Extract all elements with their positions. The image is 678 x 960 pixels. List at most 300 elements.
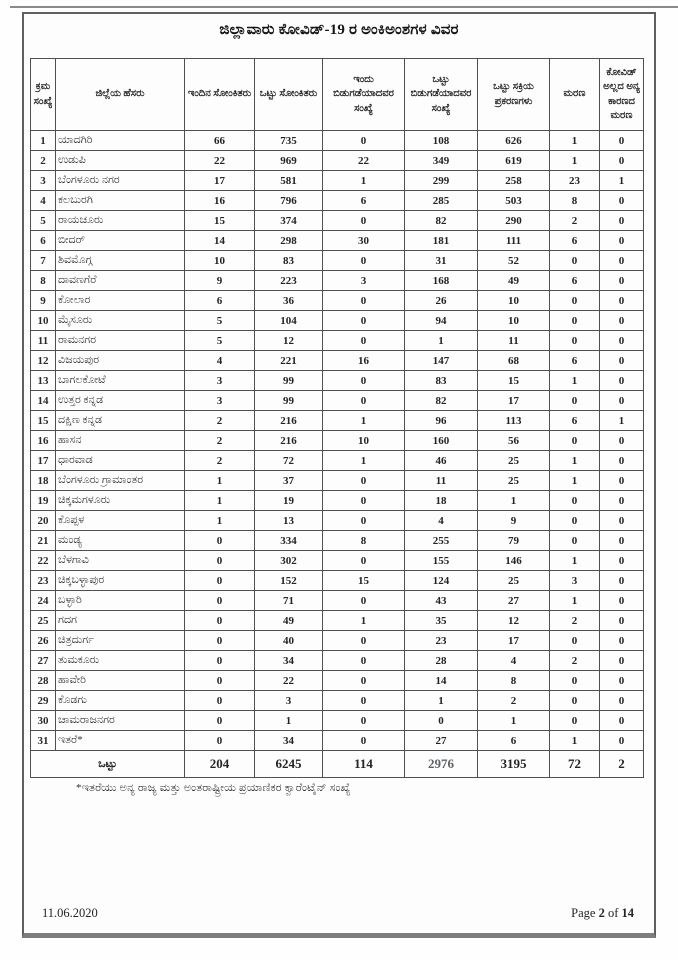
header-deaths: ಮರಣ — [550, 59, 600, 131]
covid-district-table — [30, 58, 644, 778]
deaths-cell: 6 — [550, 271, 600, 291]
discharged-today-cell: 10 — [323, 431, 405, 451]
active-cases-cell: 25 — [478, 571, 550, 591]
total-discharged-cell: 285 — [405, 191, 478, 211]
active-cases-cell: 10 — [478, 311, 550, 331]
table-row — [31, 131, 644, 151]
total-discharged-cell: 1 — [405, 691, 478, 711]
total-discharged-cell: 108 — [405, 131, 478, 151]
total-discharged-cell: 181 — [405, 231, 478, 251]
serial-cell: 20 — [31, 511, 56, 531]
total-discharged-cell: 2976 — [405, 751, 478, 778]
serial-cell: 17 — [31, 451, 56, 471]
serial-cell: 18 — [31, 471, 56, 491]
discharged-today-cell: 15 — [323, 571, 405, 591]
non-covid-deaths-cell: 0 — [600, 551, 644, 571]
non-covid-deaths-cell: 0 — [600, 271, 644, 291]
non-covid-deaths-cell: 0 — [600, 491, 644, 511]
page-frame — [22, 12, 656, 938]
district-name-cell: ರಾಮನಗರ — [56, 331, 185, 351]
active-cases-cell: 258 — [478, 171, 550, 191]
table-body — [31, 131, 644, 751]
total-non-covid-deaths-cell: 2 — [600, 751, 644, 778]
total-discharged-cell: 82 — [405, 211, 478, 231]
discharged-today-cell: 3 — [323, 271, 405, 291]
deaths-cell: 0 — [550, 691, 600, 711]
total-label-cell: ಒಟ್ಟು — [31, 751, 185, 778]
active-cases-cell: 25 — [478, 471, 550, 491]
header-total-discharged: ಒಟ್ಟು ಬಿಡುಗಡೆಯಾದವರ ಸಂಖ್ಯೆ — [405, 59, 478, 131]
discharged-today-cell: 0 — [323, 691, 405, 711]
todays-cases-cell: 0 — [185, 691, 255, 711]
total-discharged-cell: 27 — [405, 731, 478, 751]
district-name-cell: ದಕ್ಷಿಣ ಕನ್ನಡ — [56, 411, 185, 431]
total-cases-cell: 72 — [255, 451, 323, 471]
serial-cell: 9 — [31, 291, 56, 311]
page-number: 2 — [598, 906, 605, 920]
non-covid-deaths-cell: 1 — [600, 171, 644, 191]
discharged-today-cell: 0 — [323, 491, 405, 511]
todays-cases-cell: 1 — [185, 491, 255, 511]
header-non-covid-deaths: ಕೋವಿಡ್ ಅಲ್ಲದ ಅನ್ಯ ಕಾರಣದ ಮರಣ — [600, 59, 644, 131]
total-cases-cell: 581 — [255, 171, 323, 191]
district-name-cell: ಉತ್ತರ ಕನ್ನಡ — [56, 391, 185, 411]
non-covid-deaths-cell: 1 — [600, 411, 644, 431]
non-covid-deaths-cell: 0 — [600, 151, 644, 171]
total-discharged-cell: 155 — [405, 551, 478, 571]
discharged-today-cell: 0 — [323, 711, 405, 731]
discharged-today-cell: 0 — [323, 731, 405, 751]
discharged-today-cell: 0 — [323, 311, 405, 331]
serial-cell: 4 — [31, 191, 56, 211]
total-cases-cell: 22 — [255, 671, 323, 691]
serial-cell: 5 — [31, 211, 56, 231]
total-discharged-cell: 83 — [405, 371, 478, 391]
active-cases-cell: 626 — [478, 131, 550, 151]
total-cases-cell: 216 — [255, 431, 323, 451]
deaths-cell: 1 — [550, 591, 600, 611]
todays-cases-cell: 0 — [185, 531, 255, 551]
total-cases-cell: 152 — [255, 571, 323, 591]
paper-edge-line — [10, 6, 678, 8]
todays-cases-cell: 0 — [185, 671, 255, 691]
discharged-today-cell: 1 — [323, 411, 405, 431]
todays-cases-cell: 0 — [185, 571, 255, 591]
table-header-row — [31, 59, 644, 131]
non-covid-deaths-cell: 0 — [600, 231, 644, 251]
deaths-cell: 0 — [550, 671, 600, 691]
serial-cell: 23 — [31, 571, 56, 591]
district-name-cell: ಬೀದರ್ — [56, 231, 185, 251]
total-discharged-cell: 349 — [405, 151, 478, 171]
district-name-cell: ತುಮಕೂರು — [56, 651, 185, 671]
serial-cell: 13 — [31, 371, 56, 391]
non-covid-deaths-cell: 0 — [600, 191, 644, 211]
active-cases-cell: 1 — [478, 491, 550, 511]
total-discharged-cell: 43 — [405, 591, 478, 611]
table-row — [31, 471, 644, 491]
non-covid-deaths-cell: 0 — [600, 471, 644, 491]
non-covid-deaths-cell: 0 — [600, 251, 644, 271]
document-date: 11.06.2020 — [42, 906, 98, 920]
todays-cases-cell: 0 — [185, 631, 255, 651]
active-cases-cell: 619 — [478, 151, 550, 171]
total-discharged-cell: 31 — [405, 251, 478, 271]
total-discharged-cell: 14 — [405, 671, 478, 691]
total-cases-cell: 3 — [255, 691, 323, 711]
total-row — [31, 751, 644, 778]
todays-cases-cell: 0 — [185, 591, 255, 611]
page-title: ಜಿಲ್ಲಾವಾರು ಕೋವಿಡ್-19 ರ ಅಂಕಿಅಂಶಗಳ ವಿವರ — [219, 22, 459, 38]
serial-cell: 31 — [31, 731, 56, 751]
serial-cell: 12 — [31, 351, 56, 371]
total-cases-cell: 36 — [255, 291, 323, 311]
discharged-today-cell: 0 — [323, 471, 405, 491]
table-row — [31, 351, 644, 371]
serial-cell: 10 — [31, 311, 56, 331]
active-cases-cell: 503 — [478, 191, 550, 211]
todays-cases-cell: 2 — [185, 431, 255, 451]
deaths-cell: 0 — [550, 531, 600, 551]
total-discharged-cell: 11 — [405, 471, 478, 491]
district-name-cell: ಹಾವೇರಿ — [56, 671, 185, 691]
district-name-cell: ಬಾಗಲಕೋಟೆ — [56, 371, 185, 391]
serial-cell: 22 — [31, 551, 56, 571]
non-covid-deaths-cell: 0 — [600, 371, 644, 391]
discharged-today-cell: 1 — [323, 171, 405, 191]
serial-cell: 1 — [31, 131, 56, 151]
active-cases-cell: 27 — [478, 591, 550, 611]
total-discharged-cell: 23 — [405, 631, 478, 651]
deaths-cell: 1 — [550, 731, 600, 751]
district-name-cell: ಮೈಸೂರು — [56, 311, 185, 331]
non-covid-deaths-cell: 0 — [600, 611, 644, 631]
table-row — [31, 391, 644, 411]
total-cases-cell: 969 — [255, 151, 323, 171]
total-cases-cell: 19 — [255, 491, 323, 511]
non-covid-deaths-cell: 0 — [600, 291, 644, 311]
todays-cases-cell: 66 — [185, 131, 255, 151]
district-name-cell: ಯಾದಗಿರಿ — [56, 131, 185, 151]
total-cases-cell: 37 — [255, 471, 323, 491]
serial-cell: 28 — [31, 671, 56, 691]
non-covid-deaths-cell: 0 — [600, 571, 644, 591]
active-cases-cell: 52 — [478, 251, 550, 271]
non-covid-deaths-cell: 0 — [600, 731, 644, 751]
district-name-cell: ಕೋಲಾರ — [56, 291, 185, 311]
total-discharged-cell: 299 — [405, 171, 478, 191]
discharged-today-cell: 0 — [323, 211, 405, 231]
active-cases-cell: 68 — [478, 351, 550, 371]
district-name-cell: ವಿಜಯಪುರ — [56, 351, 185, 371]
total-cases-cell: 99 — [255, 371, 323, 391]
table-row — [31, 191, 644, 211]
table-row — [31, 551, 644, 571]
district-name-cell: ಬೆಳಗಾವಿ — [56, 551, 185, 571]
total-discharged-cell: 82 — [405, 391, 478, 411]
district-name-cell: ರಾಯಚೂರು — [56, 211, 185, 231]
discharged-today-cell: 0 — [323, 371, 405, 391]
table-row — [31, 231, 644, 251]
discharged-today-cell: 0 — [323, 131, 405, 151]
table-row — [31, 711, 644, 731]
serial-cell: 25 — [31, 611, 56, 631]
total-discharged-cell: 26 — [405, 291, 478, 311]
deaths-cell: 1 — [550, 551, 600, 571]
non-covid-deaths-cell: 0 — [600, 591, 644, 611]
active-cases-cell: 1 — [478, 711, 550, 731]
total-cases-cell: 223 — [255, 271, 323, 291]
deaths-cell: 0 — [550, 491, 600, 511]
page-indicator — [571, 906, 634, 921]
serial-cell: 19 — [31, 491, 56, 511]
district-name-cell: ಇತರೆ* — [56, 731, 185, 751]
todays-cases-cell: 5 — [185, 331, 255, 351]
todays-cases-cell: 5 — [185, 311, 255, 331]
district-name-cell: ಕೊಡಗು — [56, 691, 185, 711]
total-discharged-cell: 124 — [405, 571, 478, 591]
total-cases-cell: 49 — [255, 611, 323, 631]
page-footer — [42, 906, 634, 921]
district-name-cell: ಶಿವಮೊಗ್ಗ — [56, 251, 185, 271]
total-cases-cell: 298 — [255, 231, 323, 251]
district-name-cell: ಕಲಬುರಗಿ — [56, 191, 185, 211]
total-cases-cell: 796 — [255, 191, 323, 211]
non-covid-deaths-cell: 0 — [600, 431, 644, 451]
footnote: *ಇತರೆಯು ಅನ್ಯ ರಾಜ್ಯ ಮತ್ತು ಅಂತರಾಷ್ಟ್ರೀಯ ಪ್ರಯಾಣಿಕರ ಕ್ವಾರೆಂಟೈನ್ ಸಂಖ್ಯೆ — [76, 782, 351, 794]
non-covid-deaths-cell: 0 — [600, 671, 644, 691]
district-name-cell: ಚಿಕ್ಕಮಗಳೂರು — [56, 491, 185, 511]
todays-cases-cell: 3 — [185, 391, 255, 411]
discharged-today-cell: 0 — [323, 291, 405, 311]
discharged-today-cell: 0 — [323, 631, 405, 651]
discharged-today-cell: 22 — [323, 151, 405, 171]
deaths-cell: 6 — [550, 351, 600, 371]
district-name-cell: ಹಾಸನ — [56, 431, 185, 451]
deaths-cell: 0 — [550, 511, 600, 531]
non-covid-deaths-cell: 0 — [600, 351, 644, 371]
district-name-cell: ಚಾಮರಾಜನಗರ — [56, 711, 185, 731]
total-discharged-cell: 1 — [405, 331, 478, 351]
serial-cell: 15 — [31, 411, 56, 431]
todays-cases-cell: 0 — [185, 651, 255, 671]
deaths-cell: 0 — [550, 291, 600, 311]
serial-cell: 24 — [31, 591, 56, 611]
total-discharged-cell: 160 — [405, 431, 478, 451]
district-name-cell: ದಾವಣಗೆರೆ — [56, 271, 185, 291]
non-covid-deaths-cell: 0 — [600, 691, 644, 711]
table-row — [31, 671, 644, 691]
serial-cell: 27 — [31, 651, 56, 671]
deaths-cell: 23 — [550, 171, 600, 191]
active-cases-cell: 17 — [478, 631, 550, 651]
non-covid-deaths-cell: 0 — [600, 211, 644, 231]
todays-cases-cell: 2 — [185, 451, 255, 471]
total-cases-cell: 34 — [255, 651, 323, 671]
table-row — [31, 211, 644, 231]
total-todays-cases-cell: 204 — [185, 751, 255, 778]
active-cases-cell: 4 — [478, 651, 550, 671]
serial-cell: 14 — [31, 391, 56, 411]
discharged-today-cell: 0 — [323, 651, 405, 671]
active-cases-cell: 10 — [478, 291, 550, 311]
table-row — [31, 691, 644, 711]
serial-cell: 26 — [31, 631, 56, 651]
table-row — [31, 251, 644, 271]
table-row — [31, 511, 644, 531]
discharged-today-cell: 0 — [323, 671, 405, 691]
total-deaths-cell: 72 — [550, 751, 600, 778]
total-cases-cell: 71 — [255, 591, 323, 611]
total-discharged-cell: 18 — [405, 491, 478, 511]
non-covid-deaths-cell: 0 — [600, 531, 644, 551]
table-row — [31, 591, 644, 611]
todays-cases-cell: 6 — [185, 291, 255, 311]
header-district-name: ಜಿಲ್ಲೆಯ ಹೆಸರು — [56, 59, 185, 131]
total-discharged-cell: 28 — [405, 651, 478, 671]
total-cases-cell: 216 — [255, 411, 323, 431]
discharged-today-cell: 6 — [323, 191, 405, 211]
todays-cases-cell: 16 — [185, 191, 255, 211]
total-discharged-cell: 35 — [405, 611, 478, 631]
total-discharged-today-cell: 114 — [323, 751, 405, 778]
table-row — [31, 371, 644, 391]
total-discharged-cell: 0 — [405, 711, 478, 731]
active-cases-cell: 11 — [478, 331, 550, 351]
table-row — [31, 571, 644, 591]
deaths-cell: 6 — [550, 411, 600, 431]
district-name-cell: ಉಡುಪಿ — [56, 151, 185, 171]
discharged-today-cell: 0 — [323, 331, 405, 351]
page-label-of: of — [607, 906, 619, 920]
discharged-today-cell: 0 — [323, 511, 405, 531]
total-cases-cell: 99 — [255, 391, 323, 411]
non-covid-deaths-cell: 0 — [600, 311, 644, 331]
deaths-cell: 1 — [550, 131, 600, 151]
active-cases-cell: 8 — [478, 671, 550, 691]
todays-cases-cell: 14 — [185, 231, 255, 251]
serial-cell: 21 — [31, 531, 56, 551]
table-row — [31, 271, 644, 291]
table-row — [31, 311, 644, 331]
total-cases-cell: 34 — [255, 731, 323, 751]
header-serial: ಕ್ರಮ ಸಂಖ್ಯೆ — [31, 59, 56, 131]
total-discharged-cell: 147 — [405, 351, 478, 371]
district-name-cell: ಬೆಂಗಳೂರು ನಗರ — [56, 171, 185, 191]
todays-cases-cell: 22 — [185, 151, 255, 171]
total-cases-cell: 735 — [255, 131, 323, 151]
todays-cases-cell: 2 — [185, 411, 255, 431]
total-cases-cell: 334 — [255, 531, 323, 551]
todays-cases-cell: 0 — [185, 551, 255, 571]
deaths-cell: 0 — [550, 711, 600, 731]
table-row — [31, 651, 644, 671]
discharged-today-cell: 0 — [323, 591, 405, 611]
table-row — [31, 331, 644, 351]
discharged-today-cell: 30 — [323, 231, 405, 251]
non-covid-deaths-cell: 0 — [600, 331, 644, 351]
table-row — [31, 491, 644, 511]
non-covid-deaths-cell: 0 — [600, 511, 644, 531]
district-name-cell: ಚಿತ್ರದುರ್ಗ — [56, 631, 185, 651]
discharged-today-cell: 1 — [323, 611, 405, 631]
table-row — [31, 731, 644, 751]
district-name-cell: ಗದಗ — [56, 611, 185, 631]
serial-cell: 16 — [31, 431, 56, 451]
serial-cell: 7 — [31, 251, 56, 271]
district-name-cell: ಬೆಂಗಳೂರು ಗ್ರಾಮಾಂತರ — [56, 471, 185, 491]
district-name-cell: ಬಳ್ಳಾರಿ — [56, 591, 185, 611]
non-covid-deaths-cell: 0 — [600, 631, 644, 651]
active-cases-cell: 79 — [478, 531, 550, 551]
total-cases-cell: 13 — [255, 511, 323, 531]
district-name-cell: ಚಿಕ್ಕಬಳ್ಳಾಪುರ — [56, 571, 185, 591]
todays-cases-cell: 15 — [185, 211, 255, 231]
discharged-today-cell: 1 — [323, 451, 405, 471]
todays-cases-cell: 1 — [185, 511, 255, 531]
total-discharged-cell: 94 — [405, 311, 478, 331]
table-row — [31, 611, 644, 631]
todays-cases-cell: 10 — [185, 251, 255, 271]
district-name-cell: ಧಾರವಾಡ — [56, 451, 185, 471]
non-covid-deaths-cell: 0 — [600, 451, 644, 471]
active-cases-cell: 290 — [478, 211, 550, 231]
non-covid-deaths-cell: 0 — [600, 391, 644, 411]
todays-cases-cell: 1 — [185, 471, 255, 491]
deaths-cell: 2 — [550, 651, 600, 671]
serial-cell: 11 — [31, 331, 56, 351]
active-cases-cell: 56 — [478, 431, 550, 451]
active-cases-cell: 146 — [478, 551, 550, 571]
deaths-cell: 8 — [550, 191, 600, 211]
non-covid-deaths-cell: 0 — [600, 131, 644, 151]
header-discharged-today: ಇಂದು ಬಿಡುಗಡೆಯಾದವರ ಸಂಖ್ಯೆ — [323, 59, 405, 131]
table-row — [31, 631, 644, 651]
total-discharged-cell: 168 — [405, 271, 478, 291]
total-cases-cell: 104 — [255, 311, 323, 331]
active-cases-cell: 111 — [478, 231, 550, 251]
total-discharged-cell: 96 — [405, 411, 478, 431]
deaths-cell: 2 — [550, 611, 600, 631]
header-active-cases: ಒಟ್ಟು ಸಕ್ರಿಯ ಪ್ರಕರಣಗಳು — [478, 59, 550, 131]
deaths-cell: 0 — [550, 331, 600, 351]
todays-cases-cell: 0 — [185, 731, 255, 751]
serial-cell: 6 — [31, 231, 56, 251]
active-cases-cell: 9 — [478, 511, 550, 531]
todays-cases-cell: 4 — [185, 351, 255, 371]
deaths-cell: 1 — [550, 451, 600, 471]
active-cases-cell: 15 — [478, 371, 550, 391]
total-active-cases-cell: 3195 — [478, 751, 550, 778]
deaths-cell: 0 — [550, 251, 600, 271]
todays-cases-cell: 17 — [185, 171, 255, 191]
total-cases-cell: 374 — [255, 211, 323, 231]
non-covid-deaths-cell: 0 — [600, 711, 644, 731]
discharged-today-cell: 16 — [323, 351, 405, 371]
active-cases-cell: 17 — [478, 391, 550, 411]
total-discharged-cell: 46 — [405, 451, 478, 471]
discharged-today-cell: 0 — [323, 551, 405, 571]
deaths-cell: 2 — [550, 211, 600, 231]
deaths-cell: 0 — [550, 631, 600, 651]
active-cases-cell: 2 — [478, 691, 550, 711]
total-cases-cell: 1 — [255, 711, 323, 731]
discharged-today-cell: 8 — [323, 531, 405, 551]
table-row — [31, 411, 644, 431]
deaths-cell: 1 — [550, 371, 600, 391]
active-cases-cell: 113 — [478, 411, 550, 431]
table-row — [31, 531, 644, 551]
